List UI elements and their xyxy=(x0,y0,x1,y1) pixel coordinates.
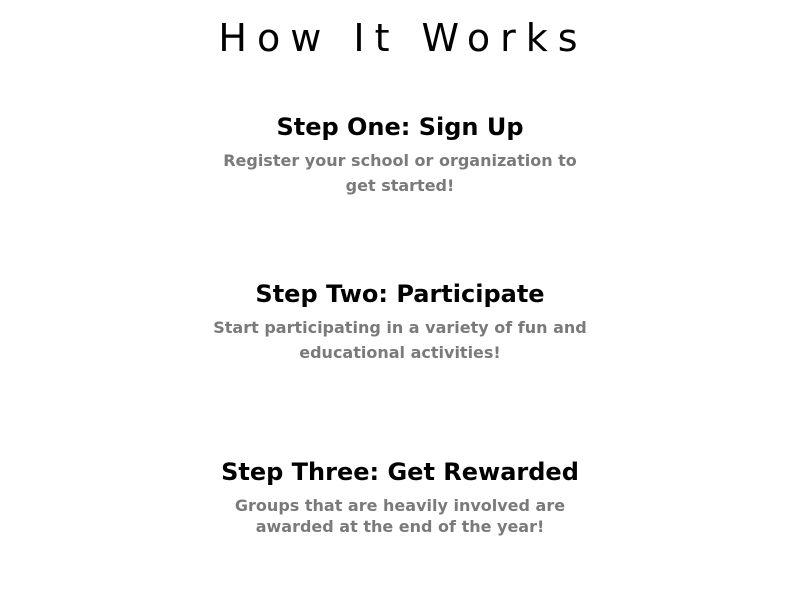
step-three-section xyxy=(0,457,800,537)
step-two-section xyxy=(0,279,800,365)
step-three-heading: Step Three: Get Rewarded xyxy=(221,458,579,486)
step-one-description: Register your school or organization to get started! xyxy=(223,151,577,195)
step-one-section xyxy=(0,112,800,198)
step-two-description: Start participating in a variety of fun and educational activities! xyxy=(213,318,587,362)
step-one-heading: Step One: Sign Up xyxy=(276,113,524,141)
step-two-heading: Step Two: Participate xyxy=(255,280,545,308)
step-three-description: Groups that are heavily involved are awarded at the end of the year! xyxy=(234,496,566,536)
page-title: How It Works xyxy=(218,16,588,60)
